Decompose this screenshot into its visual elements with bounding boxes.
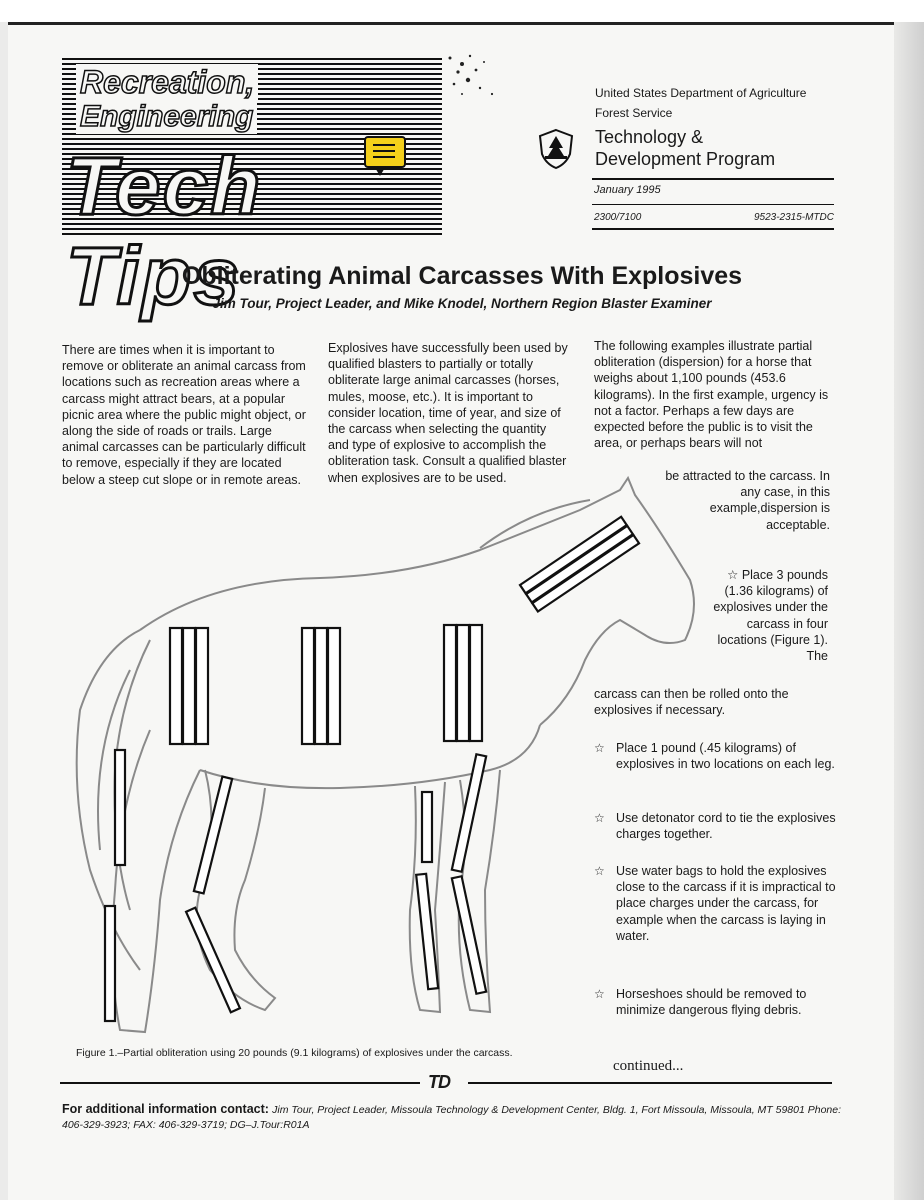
star-outline-icon: ☆ <box>594 864 605 878</box>
header-divider <box>592 178 834 180</box>
star-outline-icon: ☆ <box>594 741 605 755</box>
footer-lead: For additional information contact: <box>62 1102 269 1116</box>
footer-detail: Jim Tour, Project Leader, Missoula Technology & Development Center, Bldg. 1, Fort Missoula, Missoula, MT 59801 Phone: 406-329-3923; FAX: 406-329-3719; DG–J.Tour:R01A <box>62 1104 842 1131</box>
star-outline-icon: ☆ <box>727 568 742 582</box>
program-line-1: Technology & <box>595 127 704 147</box>
header-divider <box>592 204 834 205</box>
bullet-text: Horseshoes should be removed to minimize dangerous flying debris. <box>616 987 807 1018</box>
footer-contact <box>62 1102 852 1133</box>
masthead-engineering: Engineering <box>76 100 257 134</box>
publication-code: 9523-2315-MTDC <box>753 212 834 223</box>
footer-divider <box>468 1082 832 1084</box>
program-line-2: Development Program <box>595 149 776 169</box>
bullet-text: Place 1 pound (.45 kilograms) of explosives in two locations on each leg. <box>616 741 835 772</box>
bullet-item <box>594 740 856 772</box>
speech-bubble-icon <box>364 136 406 168</box>
header-divider <box>592 228 834 230</box>
program-name <box>595 126 835 170</box>
top-scan-border <box>0 0 924 25</box>
left-scan-edge <box>0 22 8 1200</box>
td-logo: TD <box>428 1072 450 1092</box>
footer-divider <box>60 1082 420 1084</box>
department-name: United States Department of Agriculture <box>595 86 807 100</box>
article-column-3-wrap: be attracted to the carcass. In any case, in this example,dispersion is acceptable. <box>665 469 830 532</box>
issue-date: January 1995 <box>594 184 661 196</box>
right-scan-edge <box>894 22 924 1200</box>
figure-caption: Figure 1.–Partial obliteration using 20 pounds (9.1 kilograms) of explosives under the carcass. <box>76 1047 513 1059</box>
service-name: Forest Service <box>595 106 673 120</box>
bullet-item <box>700 567 828 664</box>
scan-speckles <box>440 50 510 110</box>
masthead-recreation: Recreation, <box>76 64 258 101</box>
bullet-item <box>594 810 856 842</box>
bullet-continuation: carcass can then be rolled onto the explosives if necessary. <box>594 687 789 718</box>
star-outline-icon: ☆ <box>594 987 605 1001</box>
bullet-text: Use detonator cord to tie the explosives charges together. <box>616 811 836 842</box>
article-byline: Jim Tour, Project Leader, and Mike Knodel, Northern Region Blaster Examiner <box>212 296 712 311</box>
article-column-1: There are times when it is important to remove or obliterate an animal carcass from locations such as recreation areas where a carcass might attract bears, at a popular picnic area where the public might object, or along the side of roads or trails. Large animal carcasses can be particularly difficult to remove, especially if they are located below a steep cut slope or in remote areas. <box>62 343 306 487</box>
article-title: Obliterating Animal Carcasses With Explosives <box>181 262 743 290</box>
bullet-item <box>594 863 856 944</box>
bullet-text: Place 3 pounds (1.36 kilograms) of explosives under the carcass in four locations (Figure 1). The <box>713 568 828 664</box>
bullet-item <box>594 986 856 1018</box>
masthead-banner <box>62 58 442 322</box>
star-outline-icon: ☆ <box>594 811 605 825</box>
file-code: 2300/7100 <box>594 212 642 223</box>
forest-service-shield-icon <box>538 128 574 170</box>
masthead-tech-tips: Tech Tips <box>66 141 263 322</box>
bullet-text: Use water bags to hold the explosives close to the carcass if it is impractical to place charges under the carcass, for example when the carcass is laying in water. <box>616 864 836 943</box>
continued-note: continued... <box>613 1058 684 1074</box>
article-column-3: The following examples illustrate partial obliteration (dispersion) for a horse that weighs about 1,100 pounds (453.6 kilograms). In the first example, urgency is not a factor. Perhaps a few days are expected before the public is to visit the area, or perhaps bears will not <box>594 339 829 451</box>
article-column-2: Explosives have successfully been used by qualified blasters to partially or totally obliterate large animal carcasses (horses, mules, moose, etc.). It is important to consider location, time of year, and size of the carcass when selecting the quantity and type of explosive to accomplish the obliteration task. Consult a qualified blaster when explosives are to be used. <box>328 341 568 485</box>
